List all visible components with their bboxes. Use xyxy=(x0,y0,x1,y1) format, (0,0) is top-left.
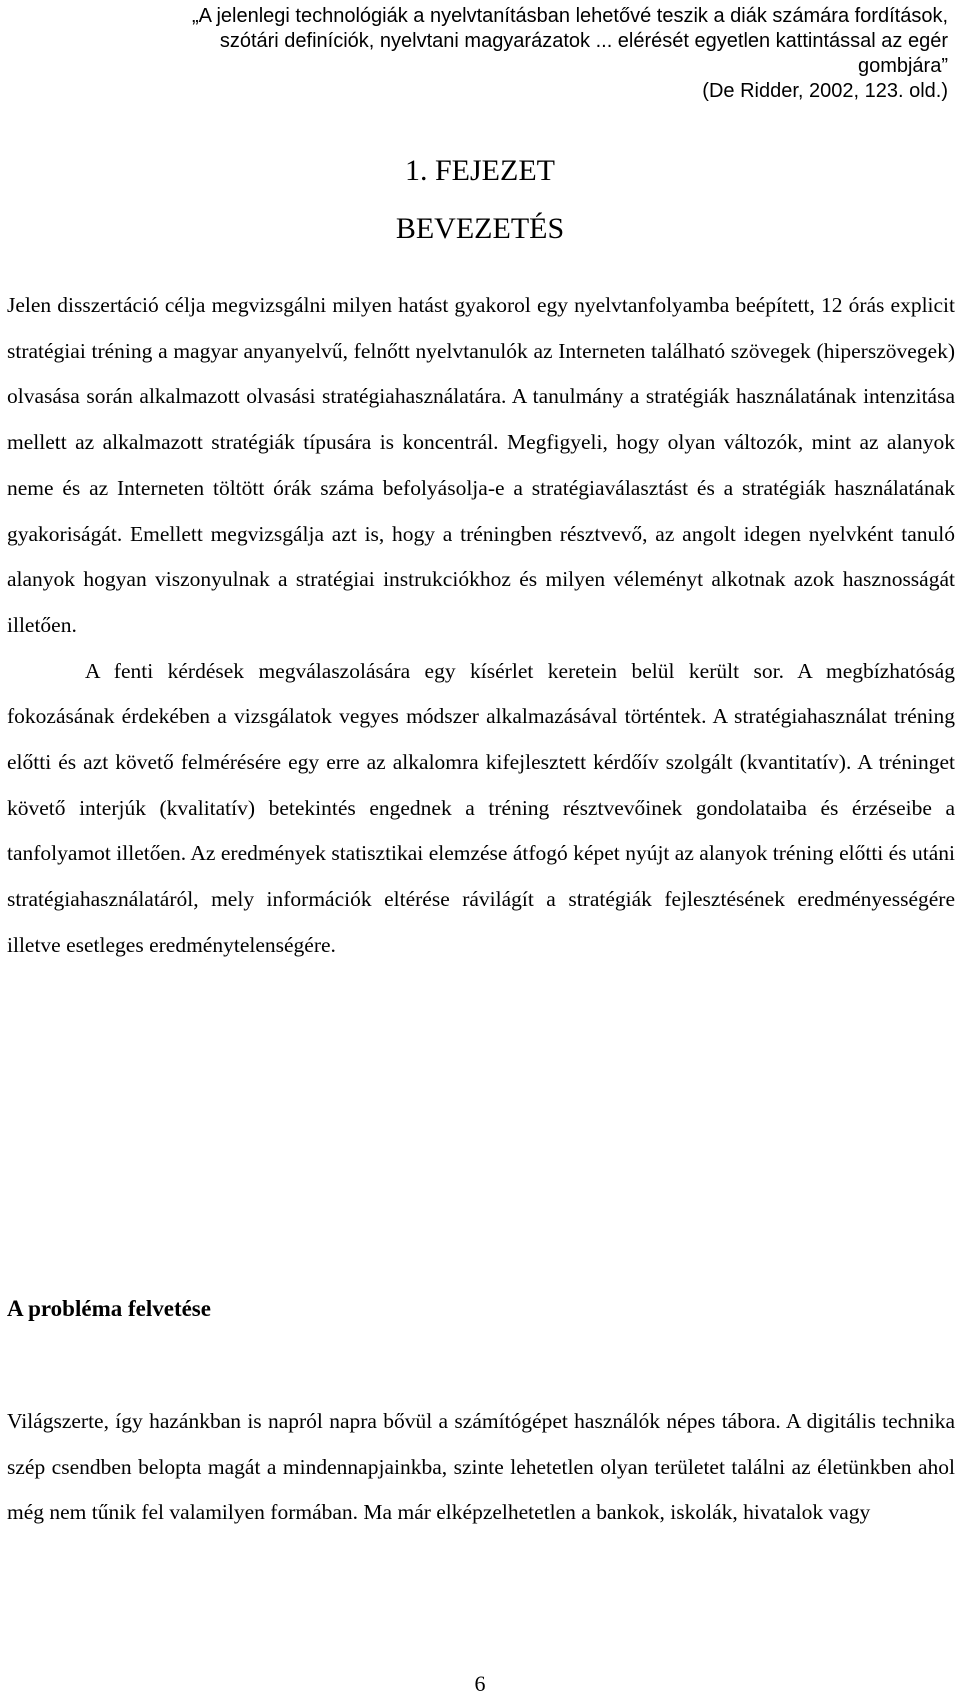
intro-section xyxy=(7,283,955,969)
epigraph-line: szótári definíciók, nyelvtani magyarázatok ... elérését egyetlen kattintással az egér xyxy=(219,30,948,52)
section-heading: A probléma felvetése xyxy=(7,1296,211,1321)
page-number: 6 xyxy=(474,1671,486,1696)
epigraph-quote xyxy=(8,4,948,104)
intro-paragraph-2: A fenti kérdések megválaszolására egy kísérlet keretein belül került sor. A megbízhatóság fokozásának érdekében a vizsgálatok vegyes módszer alkalmazásával történtek. A stratégiahasználat tréning előtti és azt követő felmérésére egy erre az alkalomra kifejlesztett kérdőív szolgált (kvantitatív). A tréninget követő interjúk (kvalitatív) betekintés engednek a tréning résztvevőinek gondolataiba és érzéseibe a tanfolyamot illetően. Az eredmények statisztikai elemzése átfogó képet nyújt az alanyok tréning előtti és utáni stratégiahasználatáról, mely információk eltérése rávilágít a stratégiák fejlesztésének eredményességére illetve esetleges eredménytelenségére. xyxy=(7,658,955,957)
problem-paragraph-1: Világszerte, így hazánkban is napról napra bővül a számítógépet használók népes tábora. A digitális technika szép csendben belopta magát a mindennapjainkba, szinte lehetetlen olyan területet találni az életünkben ahol még nem tűnik fel valamilyen formában. Ma már elképzelhetetlen a bankok, iskolák, hivatalok vagy xyxy=(7,1409,955,1525)
chapter-title: BEVEZETÉS xyxy=(395,212,565,245)
chapter-number: 1. FEJEZET xyxy=(405,154,555,187)
chapter-heading xyxy=(0,150,960,250)
epigraph-citation: (De Ridder, 2002, 123. old.) xyxy=(702,80,948,102)
intro-paragraph-1: Jelen disszertáció célja megvizsgálni milyen hatást gyakorol egy nyelvtanfolyamba beépített, 12 órás explicit stratégiai tréning a magyar anyanyelvű, felnőtt nyelvtanulók az Interneten található szövegek (hiperszövegek) olvasása során alkalmazott olvasási stratégiahasználatára. A tanulmány a stratégiák használatának intenzitása mellett az alkalmazott stratégiák típusára is koncentrál. Megfigyeli, hogy olyan változók, mint az alanyok neme és az Interneten töltött órák száma befolyásolja-e a stratégiaválasztást és a stratégiák használatának gyakoriságát. Emellett megvizsgálja azt is, hogy a tréningben résztvevő, az angolt idegen nyelvként tanuló alanyok hogyan viszonyulnak a stratégiai instrukciókhoz és milyen véleményt alkotnak azok hasznosságát illetően. xyxy=(7,293,955,637)
epigraph-line: „A jelenlegi technológiák a nyelvtanításban lehetővé teszik a diák számára fordítások, xyxy=(192,5,948,27)
problem-section xyxy=(7,1399,955,1536)
epigraph-line: gombjára” xyxy=(857,55,948,77)
